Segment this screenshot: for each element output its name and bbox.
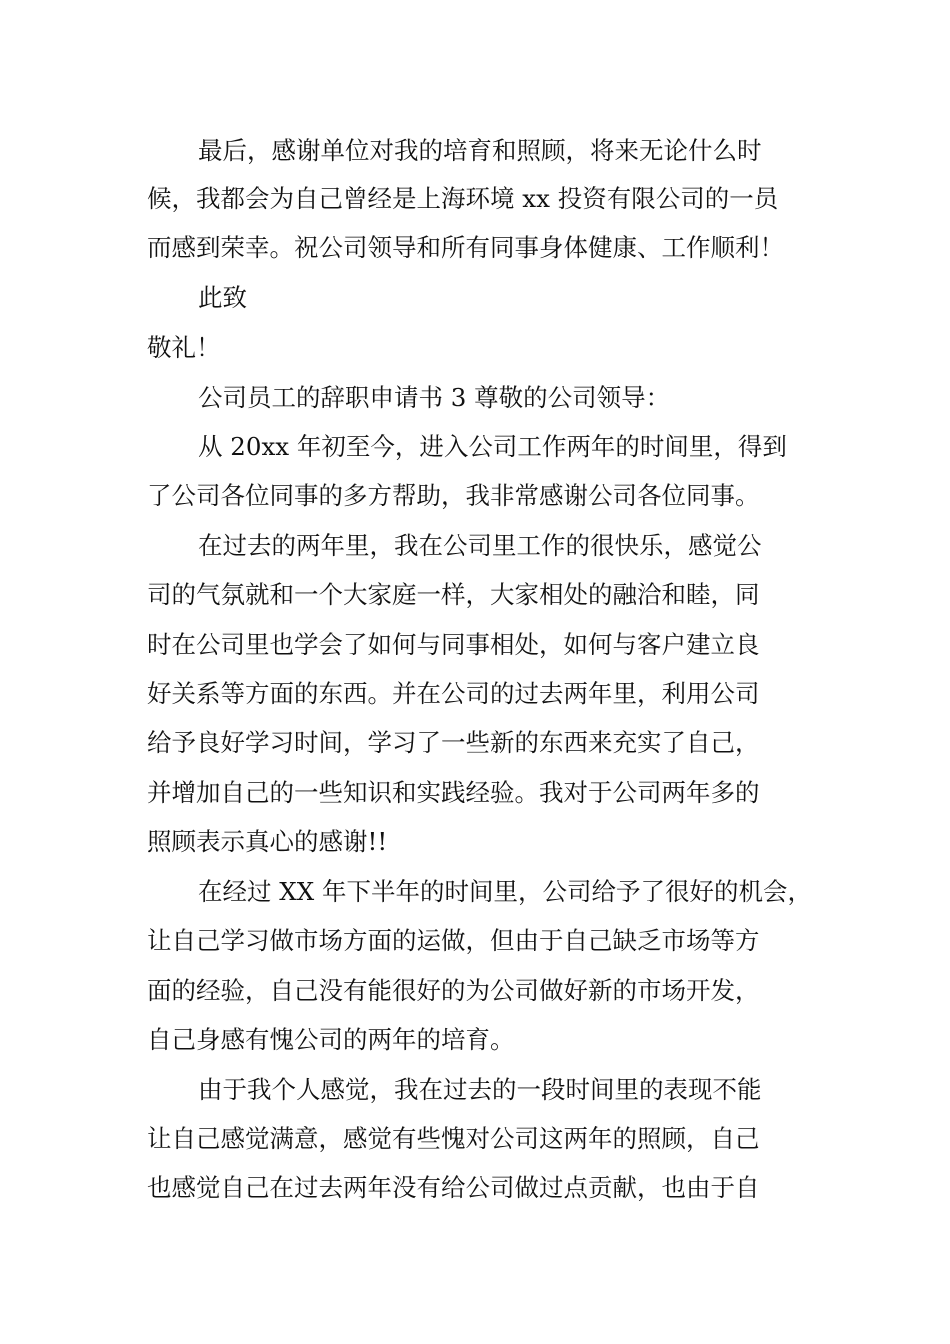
text-line: 并增加自己的一些知识和实践经验。我对于公司两年多的 — [147, 778, 760, 807]
text-line: 面的经验，自己没有能很好的为公司做好新的市场开发， — [147, 976, 760, 1005]
text-line: 给予良好学习时间，学习了一些新的东西来充实了自己， — [147, 728, 760, 757]
text-line: 照顾表示真心的感谢!! — [147, 827, 388, 856]
text-line: 让自己感觉满意，感觉有些愧对公司这两年的照顾，自己 — [147, 1124, 760, 1153]
text-line: 在过去的两年里，我在公司里工作的很快乐，感觉公 — [198, 531, 762, 560]
text-line: 敬礼！ — [147, 333, 221, 362]
text-line: 自己身感有愧公司的两年的培育。 — [147, 1025, 515, 1054]
text-line: 最后，感谢单位对我的培育和照顾，将来无论什么时 — [198, 136, 762, 165]
text-line: 此致 — [198, 283, 247, 312]
text-line: 也感觉自己在过去两年没有给公司做过点贡献，也由于自 — [147, 1173, 760, 1202]
text-line: 好关系等方面的东西。并在公司的过去两年里，利用公司 — [147, 679, 760, 708]
text-line: 从 20xx 年初至今，进入公司工作两年的时间里，得到 — [198, 432, 787, 461]
text-line: 而感到荣幸。祝公司领导和所有同事身体健康、工作顺利！ — [147, 233, 784, 262]
text-line: 让自己学习做市场方面的运做，但由于自己缺乏市场等方 — [147, 926, 760, 955]
text-line: 了公司各位同事的多方帮助，我非常感谢公司各位同事。 — [147, 481, 760, 510]
text-line: 时在公司里也学会了如何与同事相处，如何与客户建立良 — [147, 630, 760, 659]
text-line: 由于我个人感觉，我在过去的一段时间里的表现不能 — [198, 1075, 762, 1104]
text-line: 在经过 XX 年下半年的时间里，公司给予了很好的机会， — [198, 877, 812, 906]
text-line: 司的气氛就和一个大家庭一样，大家相处的融洽和睦，同 — [147, 580, 760, 609]
text-line: 候，我都会为自己曾经是上海环境 xx 投资有限公司的一员 — [147, 184, 779, 213]
text-line: 公司员工的辞职申请书 3 尊敬的公司领导： — [198, 383, 671, 412]
